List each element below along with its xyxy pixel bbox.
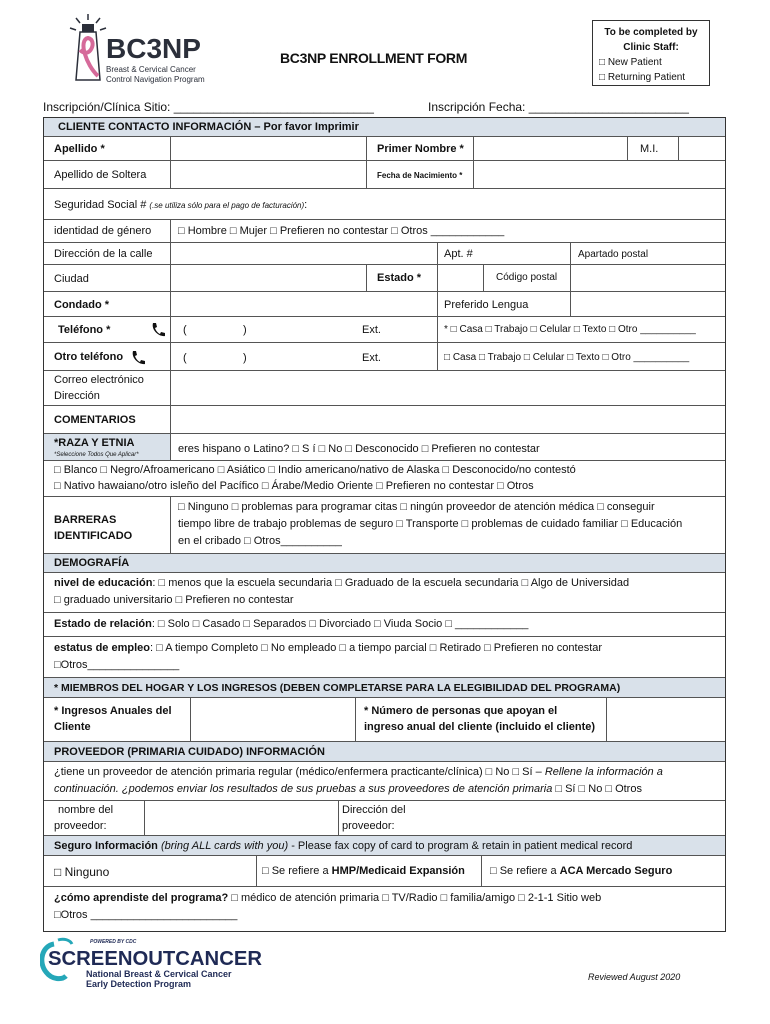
seguridad-social-input[interactable]	[354, 192, 719, 217]
proveedor-header: PROVEEDOR (PRIMARIA CUIDADO) INFORMACIÓN	[44, 742, 725, 762]
row-otro-telefono: Otro teléfono ( ) Ext. □ Casa □ Trabajo □ Celular □ Texto □ Otro __________	[44, 343, 725, 371]
aprendiste-otros[interactable]: □Otros ________________________	[54, 909, 238, 921]
row-seguro-options	[44, 856, 725, 887]
row-ciudad: Ciudad Estado * Código postal	[44, 265, 725, 292]
estado-relacion-options[interactable]: : □ Solo □ Casado □ Separados □ Divorciado □ Viuda Socio □ ____________	[151, 618, 529, 630]
reviewed-date: Reviewed August 2020	[588, 972, 681, 982]
telefono-type-options[interactable]: * □ Casa □ Trabajo □ Celular □ Texto □ Otro __________	[444, 324, 696, 335]
lighthouse-icon	[58, 10, 218, 95]
row-soltera: Apellido de Soltera Fecha de Nacimiento *	[44, 161, 725, 189]
row-correo: Correo electrónico Dirección	[44, 371, 725, 406]
demografia-header: DEMOGRAFÍA	[44, 554, 725, 573]
row-raza: *RAZA Y ETNIA *Seleccione Todos Que Aplicar* eres hispano o Latino? □ S í □ No □ Desconocido □ Prefieren no contestar	[44, 434, 725, 461]
form-title: BC3NP ENROLLMENT FORM	[280, 50, 468, 66]
primer-nombre-input[interactable]	[475, 138, 625, 158]
phone-icon	[150, 322, 166, 341]
enviar-resultados-options[interactable]: □ Sí □ No □ Otros	[552, 783, 642, 795]
row-aprendiste: ¿cómo aprendiste del programa? □ médico de atención primaria □ TV/Radio □ familia/amigo □ 2-1-1 Sitio web □Otros ________________________	[54, 892, 602, 921]
direccion-input[interactable]	[172, 244, 434, 263]
svg-text:POWERED BY CDC: POWERED BY CDC	[90, 939, 137, 945]
row-proveedor-question: ¿tiene un proveedor de atención primaria regular (médico/enfermera practicante/clínica) □ No □ Sí – Rellene la información a continuación. ¿podemos enviar los resultados de sus pruebas a sus proveedores de atención primaria □ Sí □ No □ Otros	[44, 762, 725, 801]
apellido-soltera-input[interactable]	[172, 163, 364, 187]
logo-text: BC3NP	[106, 33, 201, 64]
svg-text:SCREENOUTCANCER: SCREENOUTCANCER	[48, 948, 263, 970]
row-apellido: Apellido * Primer Nombre * M.I.	[44, 137, 725, 161]
educacion-options[interactable]: : □ menos que la escuela secundaria □ Graduado de la escuela secundaria □ Algo de Universidad	[152, 577, 630, 589]
svg-text:Early Detection Program: Early Detection Program	[86, 979, 192, 989]
inscripcion-sitio-field[interactable]: Inscripción/Clínica Sitio: ______________________________	[43, 100, 374, 114]
row-proveedor-info: nombre del proveedor: Dirección del proveedor:	[44, 801, 725, 836]
svg-text:National Breast & Cervical Can: National Breast & Cervical Cancer	[86, 969, 232, 979]
contact-section-header: CLIENTE CONTACTO INFORMACIÓN – Por favor Imprimir	[44, 118, 725, 137]
row-direccion: Dirección de la calle Apt. # Apartado postal	[44, 243, 725, 265]
proveedor-options[interactable]: ¿tiene un proveedor de atención primaria regular (médico/enfermera practicante/clínica) □ No □ Sí –	[54, 766, 545, 778]
row-condado: Condado * Preferido Lengua	[44, 292, 725, 317]
svg-text:Breast & Cervical Cancer: Breast & Cervical Cancer	[106, 65, 196, 74]
otro-telefono-type-options[interactable]: □ Casa □ Trabajo □ Celular □ Texto □ Otro __________	[444, 352, 690, 363]
seguro-header: Seguro Información (bring ALL cards with you) - Please fax copy of card to program & retain in patient medical record	[44, 836, 725, 856]
nombre-proveedor-input[interactable]	[146, 803, 336, 833]
raza-options-2[interactable]: □ Nativo hawaiano/otro isleño del Pacífico □ Árabe/Medio Oriente □ Prefieren no contestar □ Otros	[54, 480, 534, 492]
row-empleo: estatus de empleo: □ A tiempo Completo □ No empleado □ a tiempo parcial □ Retirado □ Prefieren no contestar □Otros_______________	[44, 637, 725, 678]
row-educacion: nivel de educación: □ menos que la escuela secundaria □ Graduado de la escuela secundaria □ Algo de Universidad □ graduado universitario □ Prefieren no contestar	[44, 573, 725, 613]
hogar-header: * MIEMBROS DEL HOGAR Y LOS INGRESOS (DEBEN COMPLETARSE PARA LA ELEGIBILIDAD DEL PROGRAMA)	[44, 678, 725, 698]
seguro-ninguno[interactable]: □ Ninguno	[54, 865, 110, 879]
genero-options[interactable]: □ Hombre □ Mujer □ Prefieren no contestar □ Otros ____________	[178, 225, 505, 237]
row-ingresos: * Ingresos Anuales del Cliente * Número de personas que apoyan el ingreso anual del cliente (incluido el cliente)	[44, 698, 725, 742]
row-genero: identidad de género □ Hombre □ Mujer □ Prefieren no contestar □ Otros ____________	[44, 220, 725, 243]
svg-text:Control Navigation Program: Control Navigation Program	[106, 75, 205, 84]
seguro-aca: □ Se refiere a ACA Mercado Seguro	[490, 865, 673, 877]
barreras-options-1[interactable]: □ Ninguno □ problemas para programar citas □ ningún proveedor de atención médica □ conseguir	[178, 501, 655, 513]
personas-input[interactable]	[608, 700, 720, 740]
condado-input[interactable]	[172, 294, 434, 315]
apellido-input[interactable]	[172, 138, 364, 158]
row-barreras: BARRERAS IDENTIFICADO □ Ninguno □ problemas para programar citas □ ningún proveedor de atención médica □ conseguir tiempo libre de trabajo problemas de seguro □ Transporte □ problemas de cuidado familiar □ Educación en el cribado □ Otros__________	[44, 497, 725, 554]
raza-options-1[interactable]: □ Blanco □ Negro/Afroamericano □ Asiático □ Indio americano/nativo de Alaska □ Desconocido/no contestó	[54, 464, 576, 476]
new-patient-checkbox[interactable]: □ New Patient	[599, 57, 662, 68]
row-estado-relacion: Estado de relación: □ Solo □ Casado □ Separados □ Divorciado □ Viuda Socio □ ____________	[44, 613, 725, 637]
aprendiste-options[interactable]: □ médico de atención primaria □ TV/Radio □ familia/amigo □ 2-1-1 Sitio web	[228, 892, 602, 904]
row-comentarios: COMENTARIOS	[44, 406, 725, 434]
bc3np-logo	[58, 10, 218, 95]
correo-input[interactable]	[172, 373, 720, 403]
row-seguridad-social: Seguridad Social # (.se utiliza sólo para el pago de facturación):	[44, 189, 725, 220]
mi-input[interactable]	[680, 138, 720, 158]
phone-icon	[130, 350, 146, 369]
empleo-options[interactable]: : □ A tiempo Completo □ No empleado □ a tiempo parcial □ Retirado □ Prefieren no contestar	[149, 642, 603, 654]
fecha-nacimiento-input[interactable]	[475, 163, 720, 187]
hispano-options[interactable]: eres hispano o Latino? □ S í □ No □ Desconocido □ Prefieren no contestar	[178, 443, 540, 455]
empleo-otros[interactable]: □Otros_______________	[54, 659, 180, 671]
barreras-options-2[interactable]: tiempo libre de trabajo problemas de seguro □ Transporte □ problemas de cuidado familiar □ Educación	[178, 518, 683, 530]
direccion-proveedor-input[interactable]	[414, 803, 720, 833]
staff-box: To be completed by Clinic Staff: □ New Patient □ Returning Patient	[592, 20, 710, 86]
enrollment-form	[43, 117, 726, 932]
screenoutcancer-logo	[40, 934, 280, 994]
inscripcion-fecha-field[interactable]: Inscripción Fecha: ________________________	[428, 100, 689, 114]
row-telefono: Teléfono * ( ) Ext. * □ Casa □ Trabajo □ Celular □ Texto □ Otro __________	[44, 317, 725, 343]
comentarios-input[interactable]	[172, 408, 720, 432]
ciudad-input[interactable]	[172, 267, 364, 289]
row-raza-options	[44, 461, 725, 497]
returning-patient-checkbox[interactable]: □ Returning Patient	[599, 72, 686, 83]
educacion-options-2[interactable]: □ graduado universitario □ Prefieren no contestar	[54, 594, 294, 606]
ingresos-input[interactable]	[192, 700, 352, 740]
seguro-hmp: □ Se refiere a HMP/Medicaid Expansión	[262, 865, 465, 877]
barreras-options-3[interactable]: en el cribado □ Otros__________	[178, 535, 342, 547]
